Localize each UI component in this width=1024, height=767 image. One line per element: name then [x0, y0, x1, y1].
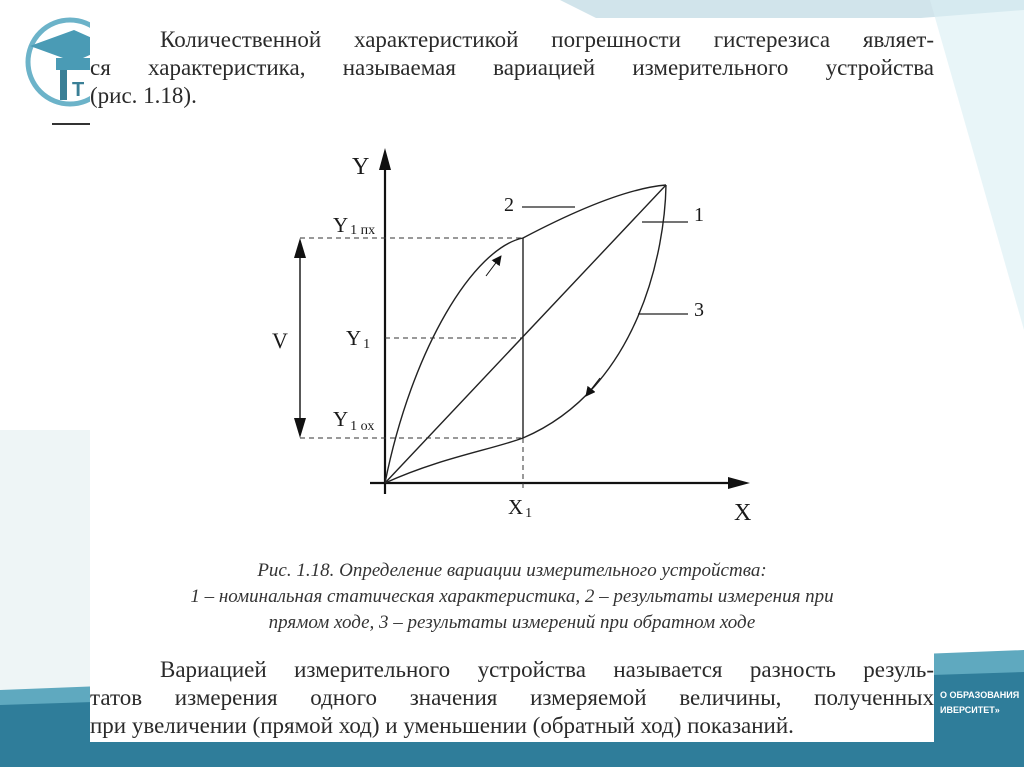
definition-line-2: татов измерения одного значения измеряемой величины, полученных [90, 685, 934, 710]
label-y1-px-sub: 1 пх [350, 223, 376, 238]
label-y1 [346, 326, 370, 352]
definition-line-3: при увеличении (прямой ход) и уменьшении (обратный ход) показаний. [90, 713, 794, 738]
label-y1-px-main: Y [333, 213, 349, 237]
label-y1-sub: 1 [363, 337, 371, 352]
definition-paragraph [90, 656, 934, 740]
intro-line-3: (рис. 1.18). [90, 83, 197, 108]
caption-line-1: Рис. 1.18. Определение вариации измерительного устройства: [257, 560, 767, 581]
intro-line-2: ся характеристика, называемая вариацией измерительного устройства [90, 55, 934, 80]
footer-text-line-1: О ОБРАЗОВАНИЯ [940, 690, 1020, 700]
caption-line-2: 1 – номинальная статическая характеристика, 2 – результаты измерения при [190, 586, 834, 607]
variation-arrow-bottom-icon [294, 418, 306, 438]
label-curve-2: 2 [504, 194, 514, 216]
label-x1-sub: 1 [525, 506, 533, 521]
label-x1 [508, 495, 532, 521]
label-y1-main: Y [346, 326, 362, 350]
y-axis-arrow-icon [379, 148, 391, 170]
variation-arrow-top-icon [294, 238, 306, 258]
forward-direction-arrow-icon [486, 256, 501, 276]
label-y1-px [333, 213, 375, 238]
label-y1-ox [333, 407, 374, 434]
document-page [90, 18, 934, 742]
reverse-direction-arrow-icon [586, 378, 600, 396]
label-y1-ox-main: Y [333, 407, 349, 431]
label-curve-3: 3 [694, 299, 704, 321]
label-x1-main: X [508, 495, 524, 519]
x-axis-arrow-icon [728, 477, 750, 489]
caption-line-3: прямом ходе, 3 – результаты измерений при обратном ходе [268, 612, 756, 633]
label-y1-ox-sub: 1 ох [350, 419, 375, 434]
footer-text-line-2: ИВЕРСИТЕТ» [940, 705, 1000, 715]
x-axis-label: X [734, 500, 752, 526]
logo-letter: T [72, 79, 85, 101]
y-axis-label: Y [352, 154, 370, 180]
intro-line-1: Количественной характеристикой погрешности гистерезиса являет- [160, 27, 934, 52]
figure-caption [90, 558, 934, 636]
label-v: V [272, 328, 288, 353]
hysteresis-diagram [90, 18, 934, 558]
label-curve-1: 1 [694, 204, 704, 226]
definition-line-1: Вариацией измерительного устройства называется разность резуль- [160, 657, 934, 682]
